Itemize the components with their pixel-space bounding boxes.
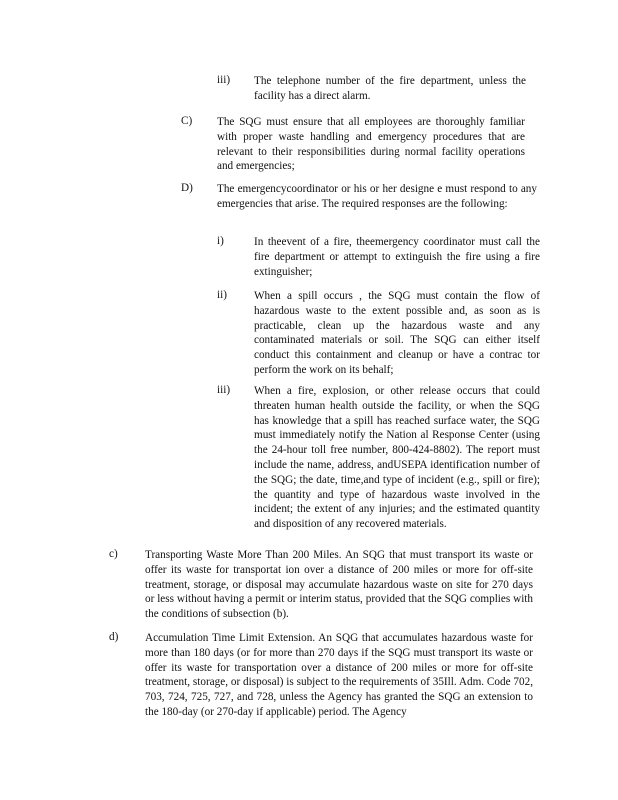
- clause-label: ii): [217, 289, 227, 301]
- clause-label: C): [181, 115, 193, 127]
- clause-label: i): [217, 235, 224, 247]
- subsection-text: Transporting Waste More Than 200 Miles. An SQG that must transport its waste or offer its waste for transportat ion over a distance of 200 miles or more for off-site treatment, storage, or disposal may accumulate hazardous waste on site for 270 days or less without having a permit or interim status, provided that the SQG complies with the conditions of subsection (b).: [145, 549, 533, 621]
- clause-text: When a fire, explosion, or other release occurs that could threaten human health outside the facility, or when the SQG has knowledge that a spill has reached surface water, the SQG must immediately notify the Nation al Response Center (using the 24-hour toll free number, 800-424-8802). The report must include the name, address, andUSEPA identification number of the SQG; the date, time,and type of incident (e.g., spill or fire); the quantity and type of hazardous waste involved in the incident; the extent of any injuries; and the estimated quantity and disposition of any recovered materials.: [254, 385, 540, 531]
- subsection-label: c): [109, 548, 118, 560]
- clause-label: iii): [217, 74, 231, 86]
- clause-text: The telephone number of the fire department, unless the facility has a direct alarm.: [254, 75, 526, 102]
- clause-text: The emergencycoordinator or his or her designe e must respond to any emergencies that arise. The required responses are the following:: [217, 183, 537, 210]
- subsection-label: d): [109, 631, 119, 643]
- clause-text: When a spill occurs , the SQG must contain the flow of hazardous waste to the extent possible and, as soon as is practicable, clean up the hazardous waste and any contaminated materials or soil. The SQG can either itself conduct this containment and cleanup or have a contrac tor perform the work on its behalf;: [254, 290, 540, 376]
- subsection-text: Accumulation Time Limit Extension. An SQG that accumulates hazardous waste for more than 180 days (or for more than 270 days if the SQG must transport its waste or offer its waste for transportation over a distance of 200 miles or more for off-site treatment, storage, or disposal) is subject to the requirements of 35Ill. Adm. Code 702, 703, 724, 725, 727, and 728, unless the Agency has granted the SQG an extension to the 180-day (or 270-day if applicable) period. The Agency: [145, 632, 533, 718]
- clause-text: In theevent of a fire, theemergency coordinator must call the fire department or attempt to extinguish the fire using a fire extinguisher;: [254, 236, 540, 278]
- clause-label: iii): [217, 384, 231, 396]
- clause-label: D): [181, 182, 193, 194]
- clause-text: The SQG must ensure that all employees are thoroughly familiar with proper waste handling and emergency procedures that are relevant to their responsibilities during normal facility operations and emergencies;: [217, 116, 525, 173]
